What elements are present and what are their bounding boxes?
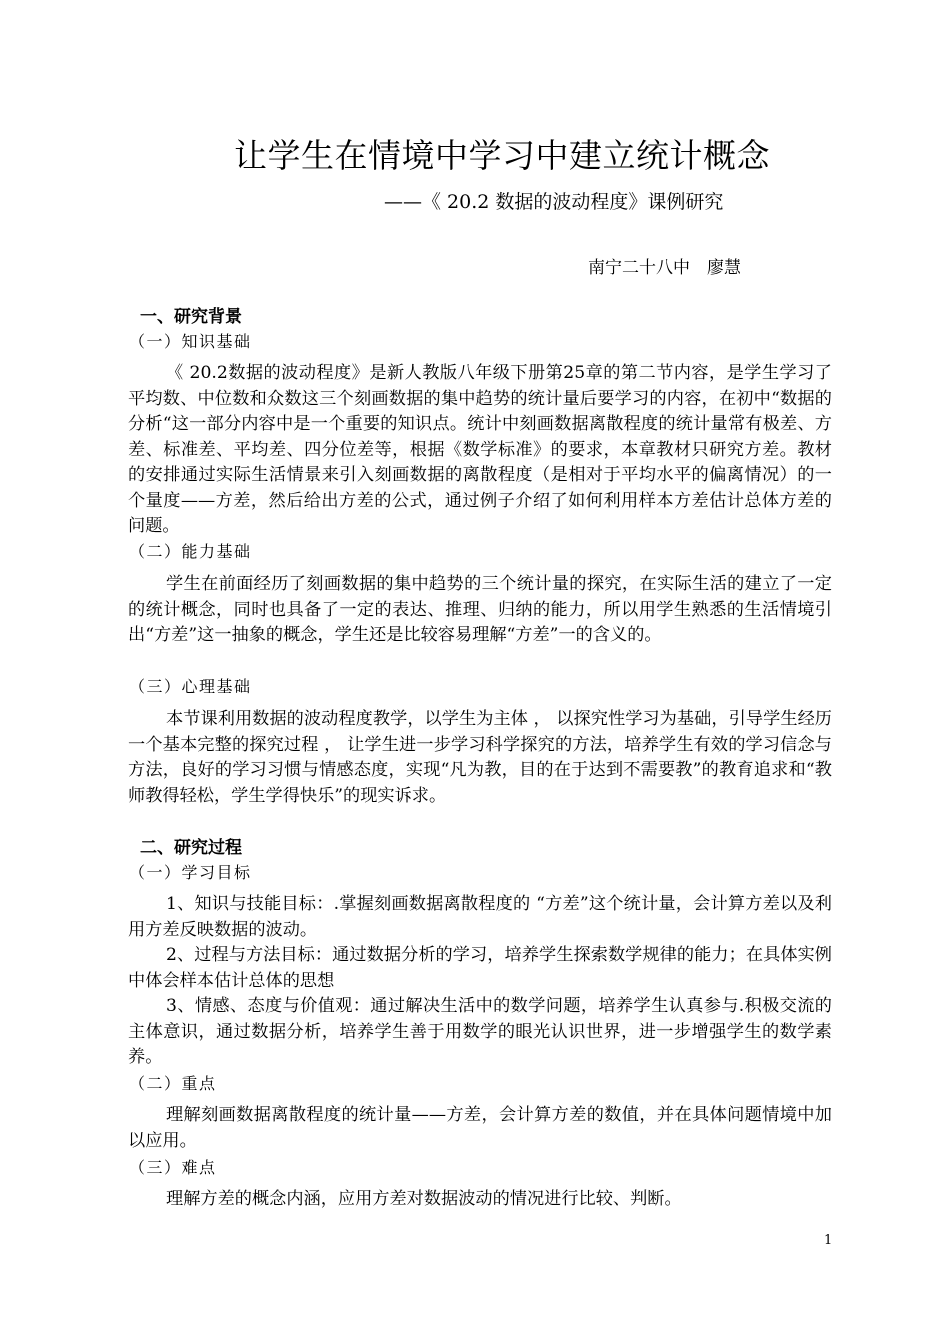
goal-item-attitude: 3、情感、态度与价值观：通过解决生活中的数学问题，培养学生认真参与.积极交流的主体意识，通过数据分析，培养学生善于用数学的眼光认识世界，进一步增强学生的数学素养。 — [128, 996, 832, 1067]
paragraph-ability-basis: 学生在前面经历了刻画数据的集中趋势的三个统计量的探究，在实际生活的建立了一定的统计概念，同时也具备了一定的表达、推理、归纳的能力，所以用学生熟悉的生活情境引出“方差”这一抽象的概念，学生还是比较容易理解“方差”一的含义的。 — [128, 574, 832, 645]
section-heading-process: 二、研究过程 — [140, 838, 242, 858]
document-subtitle: ——《 20.2 数据的波动程度》课例研究 — [384, 191, 724, 213]
author-line: 南宁二十八中 廖慧 — [588, 258, 741, 278]
page-number: 1 — [824, 1233, 833, 1248]
subheading-knowledge-basis: （一）知识基础 — [129, 332, 252, 351]
paragraph-psychology-basis: 本节课利用数据的波动程度教学，以学生为主体 ， 以探究性学习为基础，引导学生经历一个基本完整的探究过程 ， 让学生进一步学习科学探究的方法，培养学生有效的学习信念与方法，良好的学习习惯与情感态度，实现“凡为教，目的在于达到不需要教”的教育追求和“教师教得轻松，学生学得快乐”的现实诉求。 — [128, 709, 832, 806]
subheading-key-points: （二）重点 — [129, 1074, 217, 1093]
subheading-learning-goals: （一）学习目标 — [129, 863, 252, 882]
document-title: 让学生在情境中学习中建立统计概念 — [234, 136, 770, 175]
paragraph-key-points: 理解刻画数据离散程度的统计量——方差，会计算方差的数值，并在具体问题情境中加以应用。 — [128, 1105, 832, 1151]
goal-item-process: 2、过程与方法目标：通过数据分析的学习，培养学生探索数学规律的能力；在具体实例中体会样本估计总体的思想 — [128, 945, 832, 991]
subheading-psychology-basis: （三）心理基础 — [129, 677, 252, 696]
paragraph-difficulties: 理解方差的概念内涵，应用方差对数据波动的情况进行比较、判断。 — [166, 1189, 682, 1209]
paragraph-knowledge-basis: 《 20.2数据的波动程度》是新人教版八年级下册第25章的第二节内容，是学生学习了平均数、中位数和众数这三个刻画数据的集中趋势的统计量后要学习的内容，在初中“数据的分析“这一部分内容中是一个重要的知识点。统计中刻画数据离散程度的统计量常有极差、方差、标准差、平均差、四分位差等，根据《数学标准》的要求，本章教材只研究方差。教材的安排通过实际生活情景来引入刻画数据的离散程度（是相对于平均水平的偏离情况）的一个量度——方差，然后给出方差的公式，通过例子介绍了如何利用样本方差估计总体方差的问题。 — [128, 363, 832, 536]
subheading-difficulties: （三）难点 — [129, 1158, 217, 1177]
section-heading-background: 一、研究背景 — [140, 307, 242, 327]
subheading-ability-basis: （二）能力基础 — [129, 542, 252, 561]
goal-item-knowledge: 1、知识与技能目标：.掌握刻画数据离散程度的 “方差”这个统计量，会计算方差以及利用方差反映数据的波动。 — [128, 894, 832, 940]
